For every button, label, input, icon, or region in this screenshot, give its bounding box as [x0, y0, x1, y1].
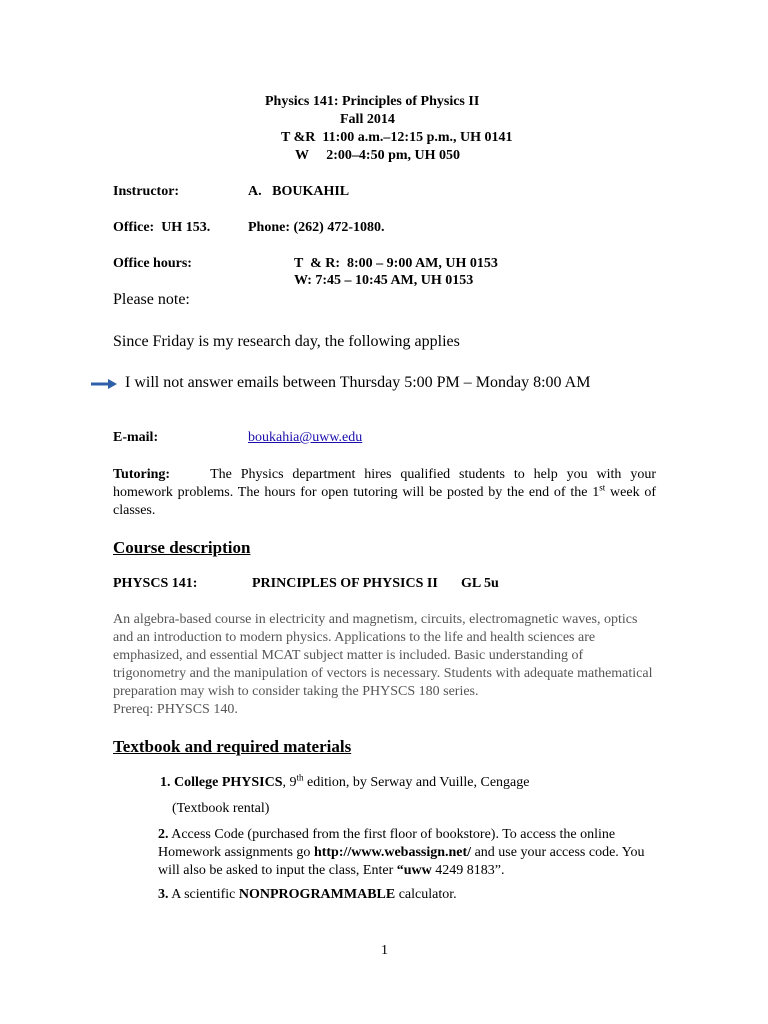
- course-code: PHYSCS 141:: [113, 576, 198, 591]
- email-link[interactable]: boukahia@uww.edu: [248, 430, 363, 445]
- course-description-heading: Course description: [113, 538, 251, 557]
- instructor-label: Instructor:: [113, 184, 180, 199]
- textbook-rental-note: (Textbook rental): [172, 801, 270, 816]
- textbook-edition: , 9: [282, 775, 297, 790]
- email-label: E-mail:: [113, 430, 159, 445]
- textbook-title: 1. College PHYSICS: [160, 775, 283, 790]
- item-2-number: 2.: [158, 827, 169, 842]
- office-phone: Phone: (262) 472-1080.: [248, 220, 385, 235]
- access-code-text: Access Code (purchased from the first floor of bookstore). To access the online Homework assignments go: [158, 827, 616, 860]
- item-3-number: 3.: [158, 887, 169, 902]
- class-code: 4249 8183”.: [431, 863, 505, 878]
- page-number: 1: [381, 943, 388, 958]
- office-hours-tr: T & R: 8:00 – 9:00 AM, UH 0153: [294, 256, 498, 271]
- access-code-text-2: and use your access code. You will also be asked to input the class, Enter: [158, 845, 645, 878]
- research-day-note: Since Friday is my research day, the following applies: [113, 333, 460, 350]
- textbook-item-1: [160, 772, 530, 791]
- course-title: Physics 141: Principles of Physics II: [265, 94, 480, 109]
- tutoring-text: The Physics department hires qualified students to help you with your homework problems. The hours for open tutoring will be posted by the end of the 1: [113, 467, 656, 500]
- office-hours-w: W: 7:45 – 10:45 AM, UH 0153: [294, 273, 474, 288]
- schedule-w: W 2:00–4:50 pm, UH 050: [295, 148, 461, 163]
- calculator-type: NONPROGRAMMABLE: [238, 887, 396, 902]
- right-arrow-icon: [90, 377, 118, 396]
- tutoring-label: Tutoring:: [113, 467, 171, 482]
- tutoring-paragraph: [113, 466, 656, 520]
- class-code-open: “uww: [396, 863, 432, 878]
- email-availability-note: I will not answer emails between Thursday 5:00 PM – Monday 8:00 AM: [125, 374, 591, 391]
- course-description-body: An algebra-based course in electricity and magnetism, circuits, electromagnetic waves, optics and an introduction to modern physics. Applications to the life and health sciences are emphasized, and essential MCAT subject matter is included. Basic understanding of trigonometry and the manipulation of vectors is necessary. Students with adequate mathematical preparation may wish to consider taking the PHYSCS 180 series.: [113, 612, 653, 699]
- office-location: Office: UH 153.: [113, 220, 211, 235]
- textbook-edition-sup: th: [296, 772, 304, 783]
- calculator-text: A scientific: [168, 887, 239, 902]
- office-hours-label: Office hours:: [113, 256, 192, 271]
- course-gl: GL 5u: [461, 576, 499, 591]
- tutoring-sup: st: [599, 482, 606, 493]
- textbook-author: edition, by Serway and Vuille, Cengage: [303, 775, 530, 790]
- course-name: PRINCIPLES OF PHYSICS II: [252, 576, 438, 591]
- textbook-heading: Textbook and required materials: [113, 737, 352, 756]
- calculator-text-end: calculator.: [395, 887, 457, 902]
- course-prereq: Prereq: PHYSCS 140.: [113, 702, 238, 717]
- tutoring-text-end: week of classes.: [113, 485, 656, 518]
- please-note-heading: Please note:: [113, 291, 190, 308]
- textbook-item-2: [158, 826, 648, 880]
- webassign-url[interactable]: http://www.webassign.net/: [313, 845, 472, 860]
- textbook-item-3: [158, 887, 457, 903]
- schedule-tr: T &R 11:00 a.m.–12:15 p.m., UH 0141: [281, 130, 513, 145]
- course-term: Fall 2014: [340, 112, 395, 127]
- instructor-name: A. BOUKAHIL: [248, 184, 350, 199]
